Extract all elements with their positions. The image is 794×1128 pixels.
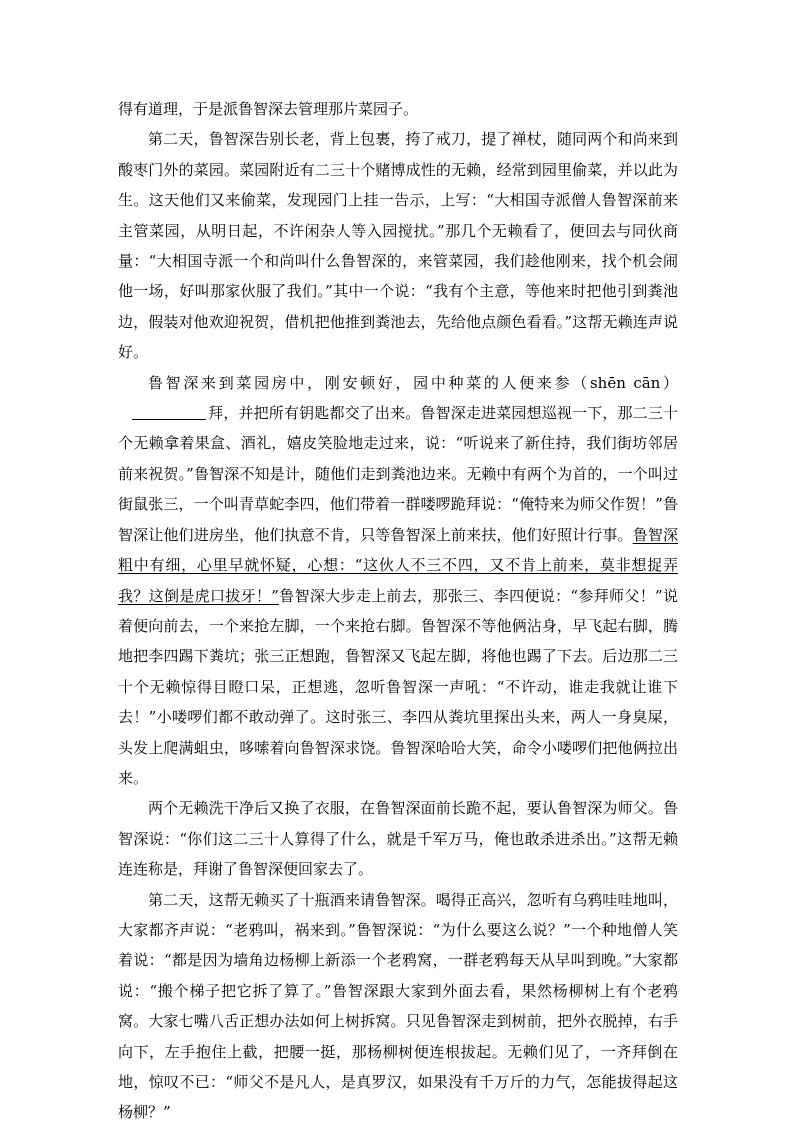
text-before-blank: 鲁智深来到菜园房中，刚安顿好，园中种菜的人便来参（shēn cān） [148, 373, 678, 392]
fill-in-blank[interactable] [132, 401, 206, 420]
document-page [118, 94, 678, 1128]
paragraph-intro: 得有道理，于是派鲁智深去管理那片菜园子。 [118, 100, 419, 118]
text-after-blank: 拜，并把所有钥匙都交了出来。鲁智深走进菜园想巡视一下，那二三十个无赖拿着果盒、酒礼，嬉皮笑脸地走过来，说：“听说来了新住持，我们街坊邻居前来祝贺。”鲁智深不知是计，随他们走到粪池边来。无赖中有两个为首的，一个叫过街鼠张三，一个叫青草蛇李四，他们带着一群喽啰跪拜说：“俺特来为师父作贺！”鲁智深让他们进房坐，他们执意不肯，只等鲁智深上前来扶，他们好照计行事。 [118, 404, 678, 544]
paragraph-vegetable-garden: 第二天，鲁智深告别长老，背上包裹，挎了戒刀，提了禅杖，随同两个和尚来到酸枣门外的菜园。菜园附近有二三十个赌博成性的无赖，经常到园里偷菜，并以此为生。这天他们又来偷菜，发现园门上挂一告示，上写：“大相国寺派僧人鲁智深前来主管菜园，从明日起，不许闲杂人等入园搅扰。”那几个无赖看了，便回去与同伙商量：“大相国寺派一个和尚叫什么鲁智深的，来管菜园，我们趁他刚来，找个机会闹他一场，好叫那家伙服了我们。”其中一个说：“我有个主意，等他来时把他引到粪池边，假装对他欢迎祝贺，借机把他推到粪池去，先给他点颜色看看。”这帮无赖连声说好。 [118, 130, 678, 362]
underlined-sentence: 鲁智深粗中有细，心里早就怀疑，心想：“这伙人不三不四，又不肯上前来，莫非想捉弄我？这倒是虎口拔牙！” [118, 525, 678, 605]
paragraph-apprentices: 两个无赖洗干净后又换了衣服，在鲁智深面前长跪不起，要认鲁智深为师父。鲁智深说：“你们这二三十人算得了什么，就是千军万马，俺也敢杀进杀出。”这帮无赖连连称是，拜谢了鲁智深便回家去了。 [118, 799, 678, 879]
text-after-underline: 鲁智深大步走上前去，那张三、李四便说：“参拜师父！”说着便向前去，一个来抢左脚，一个来抢右脚。鲁智深不等他俩沾身，早飞起右脚，腾地把李四踢下粪坑；张三正想跑，鲁智深又飞起左脚，将他也踢了下去。后边那二三十个无赖惊得目瞪口呆，正想逃，忽听鲁智深一声吼：“不许动，谁走我就让谁下去！”小喽啰们都不敢动弹了。这时张三、李四从粪坑里探出头来，两人一身臭屎，头发上爬满蛆虫，哆嗦着向鲁智深求饶。鲁智深哈哈大笑，命令小喽啰们把他俩拉出来。 [118, 586, 679, 787]
paragraph-willow-tree: 第二天，这帮无赖买了十瓶酒来请鲁智深。喝得正高兴，忽听有乌鸦哇哇地叫，大家都齐声说：“老鸦叫，祸来到。”鲁智深说：“为什么要这么说？”一个种地僧人笑着说：“都是因为墙角边杨柳上新添一个老鸦窝，一群老鸦每天从早叫到晚。”大家都说：“搬个梯子把它拆了算了。”鲁智深跟大家到外面去看，果然杨柳树上有个老鸦窝。大家七嘴八舌正想办法如何上树拆窝。只见鲁智深走到树前，把外衣脱掉，右手向下，左手抱住上截，把腰一挺，那杨柳树便连根拔起。无赖们见了，一齐拜倒在地，惊叹不已：“师父不是凡人，是真罗汉，如果没有千万斤的力气，怎能拔得起这杨柳？” [118, 890, 678, 1122]
paragraph-manure-pit [118, 368, 678, 794]
